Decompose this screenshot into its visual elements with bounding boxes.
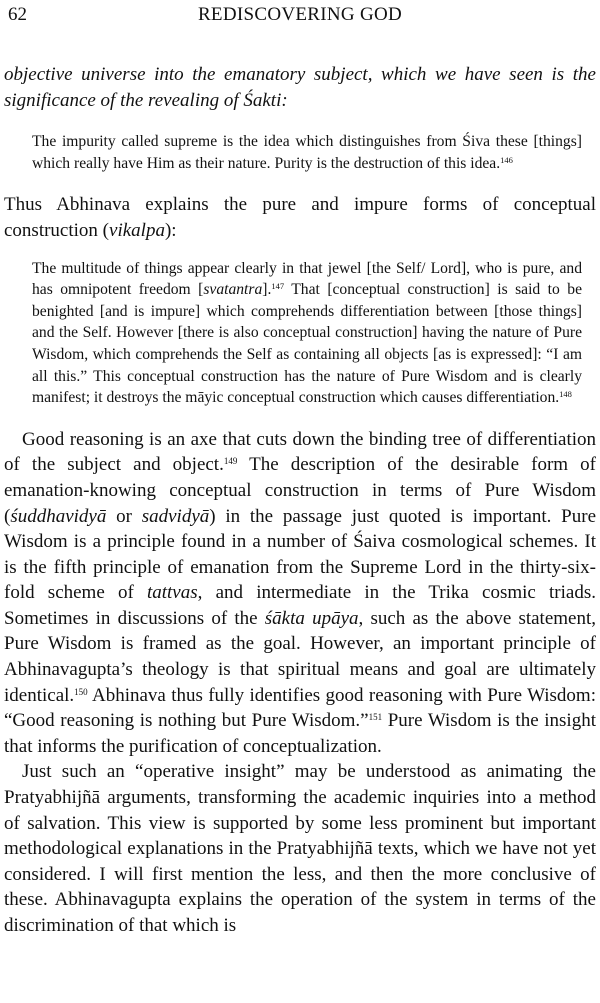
intro-text-before: Thus Abhinava explains the pure and impure forms of conceptual construction ( [4,194,596,241]
footnote-ref-146: 146 [500,154,513,165]
term-tattvas: tattvas [146,582,198,604]
footnote-ref-149: 149 [223,456,238,467]
para3-text-7: Abhinava thus fully identifies good reasoning with Pure Wisdom: “Good reasoning is nothing but Pure Wisdom.” [4,684,596,732]
block-quote-2-part1: The multitude of things appear clearly in that jewel [the Self/ Lord], who is pure, and has omnipotent freedom [ [32,259,582,299]
page-header [4,0,596,34]
lead-paragraph: objective universe into the emanatory subject, which we have seen is the significance of the revealing of Śakti: [4,64,596,111]
intro-paragraph [4,192,596,243]
footnote-ref-147: 147 [271,281,285,292]
running-title: REDISCOVERING GOD [197,4,403,25]
footnote-ref-148: 148 [559,389,572,400]
term-suddhavidya: śuddhavidyā [10,505,107,527]
term-vikalpa: vikalpa [109,219,165,241]
term-sakta-upaya: śākta upāya [264,607,359,629]
block-quote-1-text: The impurity called supreme is the idea which distinguishes from Śiva these [things] which really have Him as their nature. Purity is the destruction of this idea. [32,133,582,172]
body-paragraph-reasoning [4,427,596,760]
para3-text-8: Pure Wisdom is the insight that informs the purification of conceptualization. [4,710,596,757]
body-paragraph-operative-insight: Just such an “operative insight” may be understood as animating the Pratyabhijñā arguments, transforming the academic inquiries into a method of salvation. This view is supported by some less prominent but important methodological explanations in the Pratyabhijñā texts, which we have not yet considered. I will first mention the less, and then the more conclusive of these. Abhinavagupta explains the operation of the system in terms of the discrimination of that which is [4,761,596,936]
para3-text-1: Good reasoning is an axe that cuts down the binding tree of differentiation of the subject and object. [4,428,596,476]
term-svatantra: svatantra [203,281,263,299]
page-number: 62 [8,4,27,25]
term-sadvidya: sadvidyā [141,505,210,527]
block-quote-2 [32,258,582,409]
footnote-ref-150: 150 [74,686,88,697]
para3-text-5: , and intermediate in the Trika cosmic triads. Sometimes in discussions of the [4,582,596,629]
intro-text-after: ): [164,219,177,241]
block-quote-2-part3: That [conceptual construction] is said to be benighted [and is impure] which comprehends differentiation between [those things] and the Self. However [there is also conceptual construction] having the nature of Pure Wisdom, which comprehends the Self as containing all objects [as is expressed]: “I am all this.” This conceptual construction has the nature of Pure Wisdom and is clearly manifest; it destroys the māyic conceptual construction which causes differentiation. [32,281,582,407]
para3-text-2: The description of the desirable form of emanation-knowing conceptual construction in terms of Pure Wisdom ( [4,454,596,527]
para3-text-6: , such as the above statement, Pure Wisdom is framed as the goal. However, an important principle of Abhinavagupta’s theology is that spiritual means and goal are ultimately identical. [4,607,597,706]
block-quote-1 [32,131,582,174]
para3-text-3: or [106,505,142,527]
block-quote-2-part2: ]. [262,281,272,299]
footnote-ref-151: 151 [368,712,383,723]
para3-text-4: ) in the passage just quoted is important. Pure Wisdom is a principle found in a number of Śaiva cosmological schemes. It is the fifth principle of emanation from the Supreme Lord in the thirty-six-fold scheme of [4,505,596,604]
